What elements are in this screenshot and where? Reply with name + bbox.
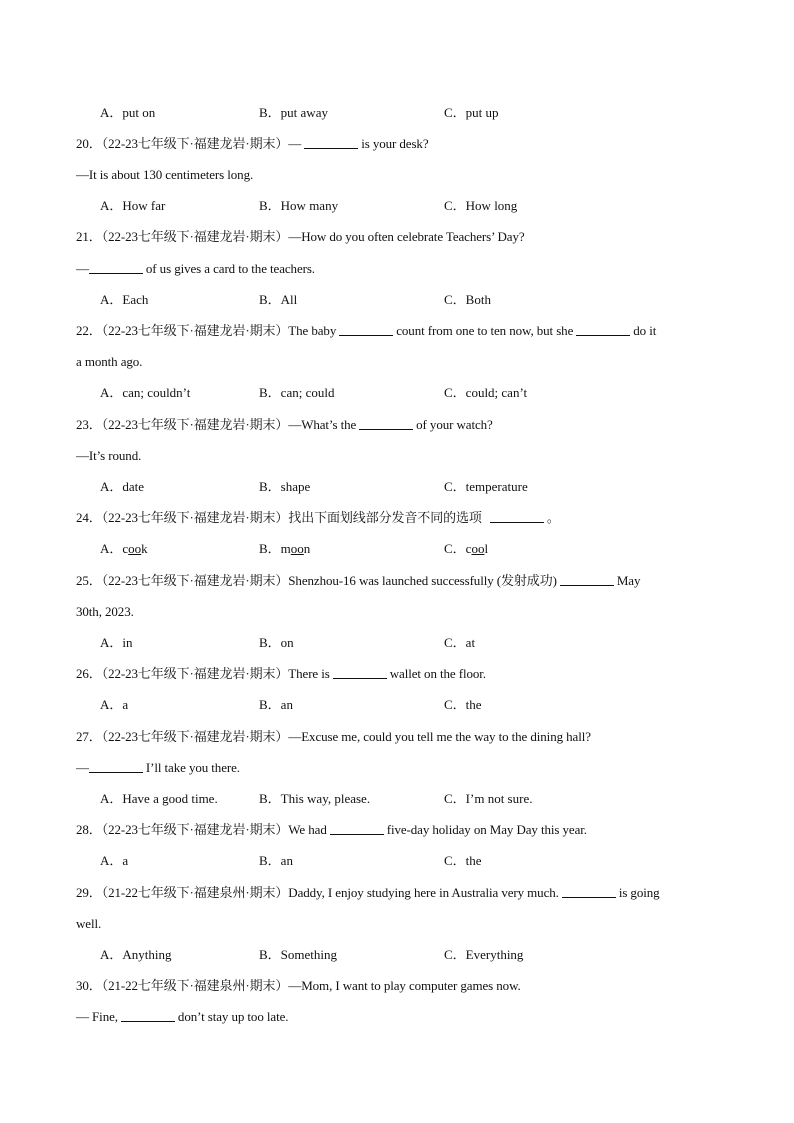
option-a[interactable]: A．cook (100, 541, 148, 556)
question-25-line2: 30th, 2023. (76, 604, 134, 619)
option-b[interactable]: B．Something (259, 947, 338, 962)
options-q19 (100, 104, 740, 122)
options-q21 (100, 291, 740, 309)
option-c[interactable]: C．cool (444, 541, 489, 556)
question-30: 30．（21-22七年级下·福建泉州·期末）—Mom, I want to play computer games now. (76, 978, 521, 993)
option-c[interactable]: C．temperature (444, 479, 528, 494)
question-21-line2: — of us gives a card to the teachers. (76, 261, 315, 276)
option-b[interactable]: B．All (259, 292, 298, 307)
answer-blank (562, 884, 616, 898)
option-b[interactable]: B．on (259, 635, 294, 650)
option-c[interactable]: C．the (444, 853, 482, 868)
option-b[interactable]: B．can; could (259, 385, 335, 400)
question-27: 27．（22-23七年级下·福建龙岩·期末）—Excuse me, could you tell me the way to the dining hall? (76, 729, 591, 744)
options-q29 (100, 946, 740, 964)
question-22: 22．（22-23七年级下·福建龙岩·期末）The baby count from one to ten now, but she do it (76, 323, 657, 338)
option-a[interactable]: A．put on (100, 105, 156, 120)
option-c[interactable]: C．Both (444, 292, 491, 307)
option-b[interactable]: B．moon (259, 541, 311, 556)
option-c[interactable]: C．put up (444, 105, 499, 120)
option-a[interactable]: A．a (100, 697, 129, 712)
option-c[interactable]: C．How long (444, 198, 518, 213)
option-a[interactable]: A．in (100, 635, 133, 650)
question-29-line2: well. (76, 916, 102, 931)
answer-blank (359, 416, 413, 430)
question-22-line2: a month ago. (76, 354, 143, 369)
option-b[interactable]: B．shape (259, 479, 311, 494)
answer-blank (304, 135, 358, 149)
options-q28 (100, 852, 740, 870)
option-b[interactable]: B．How many (259, 198, 339, 213)
question-27-line2: — I’ll take you there. (76, 760, 240, 775)
question-24: 24．（22-23七年级下·福建龙岩·期末）找出下面划线部分发音不同的选项 。 (76, 510, 560, 525)
option-a[interactable]: A．Anything (100, 947, 172, 962)
answer-blank (89, 759, 143, 773)
option-a[interactable]: A．Each (100, 292, 149, 307)
option-b[interactable]: B．an (259, 853, 293, 868)
question-28: 28．（22-23七年级下·福建龙岩·期末）We had five-day holiday on May Day this year. (76, 822, 587, 837)
options-q23 (100, 478, 740, 496)
options-q26 (100, 696, 740, 714)
option-a[interactable]: A．can; couldn’t (100, 385, 191, 400)
option-c[interactable]: C．the (444, 697, 482, 712)
question-20: 20．（22-23七年级下·福建龙岩·期末）— is your desk? (76, 136, 429, 151)
question-23: 23．（22-23七年级下·福建龙岩·期末）—What’s the of your watch? (76, 417, 493, 432)
answer-blank (560, 572, 614, 586)
option-c[interactable]: C．could; can’t (444, 385, 528, 400)
answer-blank (490, 509, 544, 523)
answer-blank (89, 260, 143, 274)
question-21: 21．（22-23七年级下·福建龙岩·期末）—How do you often celebrate Teachers’ Day? (76, 229, 525, 244)
question-29: 29．（21-22七年级下·福建泉州·期末）Daddy, I enjoy studying here in Australia very much. is going (76, 885, 660, 900)
question-20-line2: —It is about 130 centimeters long. (76, 167, 254, 182)
option-a[interactable]: A．date (100, 479, 145, 494)
options-q24 (100, 540, 740, 558)
option-b[interactable]: B．an (259, 697, 293, 712)
options-q27 (100, 790, 740, 808)
options-q22 (100, 384, 740, 402)
option-b[interactable]: B．This way, please. (259, 791, 371, 806)
option-a[interactable]: A．Have a good time. (100, 791, 218, 806)
option-b[interactable]: B．put away (259, 105, 328, 120)
question-25: 25．（22-23七年级下·福建龙岩·期末）Shenzhou-16 was launched successfully (发射成功) May (76, 573, 641, 588)
answer-blank (330, 821, 384, 835)
question-30-line2: — Fine, don’t stay up too late. (76, 1009, 289, 1024)
option-a[interactable]: A．How far (100, 198, 166, 213)
option-c[interactable]: C．I’m not sure. (444, 791, 533, 806)
answer-blank-1 (339, 322, 393, 336)
question-23-line2: —It’s round. (76, 448, 142, 463)
options-q20 (100, 197, 740, 215)
question-26: 26．（22-23七年级下·福建龙岩·期末）There is wallet on the floor. (76, 666, 486, 681)
options-q25 (100, 634, 740, 652)
option-c[interactable]: C．Everything (444, 947, 524, 962)
option-c[interactable]: C．at (444, 635, 476, 650)
answer-blank (333, 665, 387, 679)
answer-blank-2 (576, 322, 630, 336)
answer-blank (121, 1008, 175, 1022)
option-a[interactable]: A．a (100, 853, 129, 868)
